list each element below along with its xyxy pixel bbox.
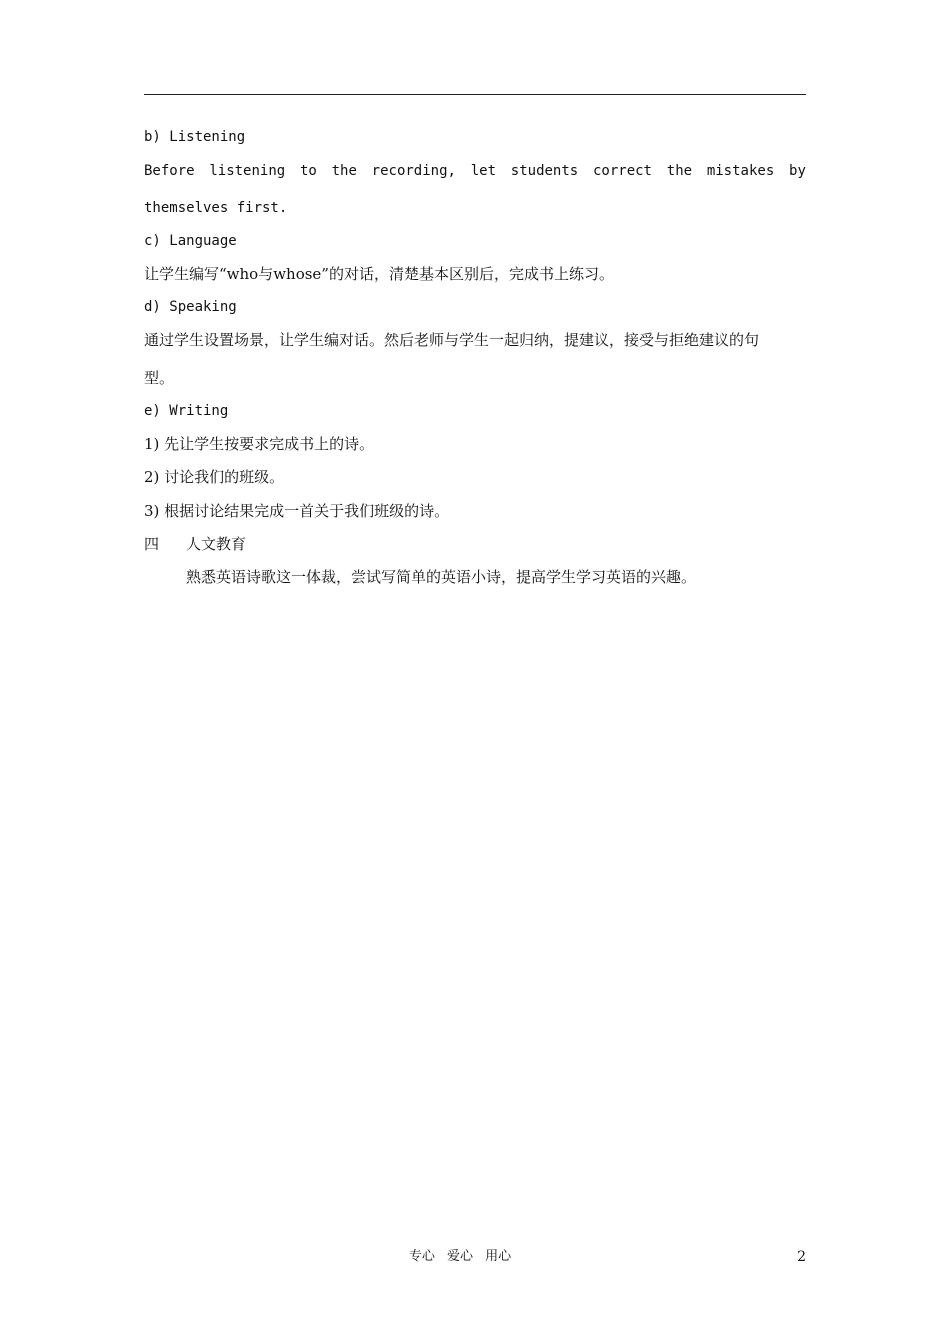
section4-title: 人文教育 (186, 535, 247, 553)
footer-motto: 专心 爱心 用心 (408, 1249, 512, 1264)
writing-item-3: 3) 根据讨论结果完成一首关于我们班级的诗。 (144, 502, 450, 520)
listening-word: the (331, 163, 357, 179)
listening-word: listening (209, 163, 286, 179)
listening-text-line1 (144, 161, 806, 181)
writing-item-2: 2) 讨论我们的班级。 (144, 468, 285, 486)
section4-text: 熟悉英语诗歌这一体裁，尝试写简单的英语小诗，提高学生学习英语的兴趣。 (186, 568, 697, 586)
listening-word: by (789, 163, 806, 179)
section4-heading (144, 534, 246, 554)
header-rule (144, 94, 806, 95)
listening-word: mistakes (706, 163, 775, 179)
listening-word: let (470, 163, 497, 179)
listening-word: recording, (371, 163, 456, 179)
writing-heading: e) Writing (144, 403, 229, 419)
language-heading: c) Language (144, 233, 237, 249)
listening-word: to (299, 163, 317, 179)
speaking-heading: d) Speaking (144, 299, 237, 315)
section4-number: 四 (144, 535, 160, 553)
language-text: 让学生编写“who与whose”的对话，清楚基本区别后，完成书上练习。 (144, 265, 614, 283)
page-number: 2 (797, 1249, 806, 1265)
listening-word: correct (592, 163, 652, 179)
listening-word: students (510, 163, 579, 179)
listening-heading: b) Listening (144, 129, 246, 145)
writing-item-1: 1) 先让学生按要求完成书上的诗。 (144, 435, 375, 453)
listening-text-line2: themselves first. (144, 200, 288, 216)
listening-word: Before (144, 163, 195, 179)
speaking-text-line2: 型。 (144, 369, 175, 387)
listening-word: the (666, 163, 693, 179)
speaking-text-line1: 通过学生设置场景，让学生编对话。然后老师与学生一起归纳，提建议，接受与拒绝建议的句 (144, 331, 760, 349)
